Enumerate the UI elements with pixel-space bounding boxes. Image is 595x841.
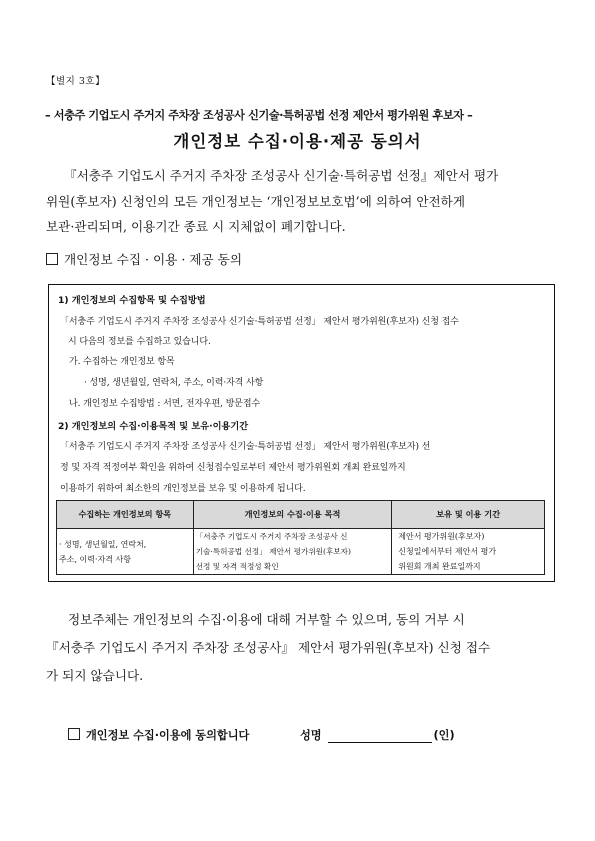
consent-heading [46, 249, 242, 268]
refusal-line: 『서충주 기업도시 주거지 주차장 조성공사』 제안서 평가위원(후보자) 신청 접수 [46, 640, 491, 655]
intro-line: 보관·관리되며, 이용기간 종료 시 지체없이 폐기합니다. [46, 219, 346, 234]
section1-line: 시 다음의 정보를 수집하고 있습니다. [68, 337, 211, 347]
cell-line: 신청일에서부터 제안서 평가 [398, 547, 497, 556]
signature-row [300, 727, 455, 743]
refusal-line: 가 되지 않습니다. [46, 668, 144, 683]
refusal-notice [46, 606, 556, 690]
intro-line: 위원(후보자) 신청인의 모든 개인정보는 ‘개인정보보호법’에 의하여 안전하게 [46, 193, 465, 209]
checkbox-icon[interactable] [46, 253, 58, 265]
cell-line: 선정 및 자격 적정성 확인 [195, 562, 279, 571]
cell-line: 위원회 개최 완료일까지 [398, 562, 481, 571]
section1-line: 가. 수집하는 개인정보 항목 [69, 357, 175, 367]
section2-line: 정 및 자격 적정여부 확인을 위하여 신청접수일로부터 제안서 평가위원회 개최 완료일까지 [60, 463, 406, 473]
document-title: 개인정보 수집·이용·제공 동의서 [173, 132, 422, 151]
intro-line: 『서충주 기업도시 주거지 주차장 조성공사 신기술·특허공법 선정』제안서 평가 [64, 168, 499, 183]
intro-paragraph [46, 163, 556, 240]
name-label: 성명 [300, 729, 322, 742]
name-input-line[interactable] [328, 730, 432, 743]
table-cell [193, 529, 392, 575]
section1-line: · 성명, 생년월일, 연락처, 주소, 이력·자격 사항 [84, 378, 264, 388]
agree-row [68, 727, 249, 743]
cell-line: 「서충주 기업도시 주거지 주차장 조성공사 신 [195, 532, 348, 541]
table-header-cell: 보유 및 이용 기간 [392, 501, 545, 529]
section2-line: 이용하기 위하여 최소한의 개인정보를 보유 및 이용하게 됩니다. [60, 484, 306, 494]
table-cell [57, 529, 194, 575]
section1-title: 1) 개인정보의 수집항목 및 수집방법 [58, 295, 206, 306]
table-cell [392, 529, 545, 575]
agree-checkbox[interactable] [68, 728, 80, 740]
section1-line: 나. 개인정보 수집방법 : 서면, 전자우편, 방문접수 [69, 399, 261, 409]
consent-table [56, 500, 545, 575]
cell-line: 제안서 평가위원(후보자) [398, 532, 485, 541]
document-subtitle: – 서충주 기업도시 주거지 주차장 조성공사 신기술·특허공법 선정 제안서 평가위원 후보자 – [45, 109, 473, 122]
table-header-cell: 개인정보의 수집·이용 목적 [193, 501, 392, 529]
section1-line: 「서충주 기업도시 주거지 주차장 조성공사 신기술·특허공법 선정」 제안서 평가위원(후보자) 신청 접수 [60, 317, 459, 327]
table-header-row [57, 501, 545, 529]
table-row [57, 529, 545, 575]
cell-line: 주소, 이력·자격 사항 [59, 554, 131, 564]
section2-title: 2) 개인정보의 수집·이용목적 및 보유·이용기간 [58, 421, 249, 432]
cell-line: 기술·특허공법 선정」 제안서 평가위원(후보자) [195, 547, 351, 556]
agree-label: 개인정보 수집·이용에 동의합니다 [86, 729, 250, 742]
table-header-cell: 수집하는 개인정보의 항목 [57, 501, 194, 529]
seal-label: (인) [433, 729, 455, 742]
refusal-line: 정보주체는 개인정보의 수집·이용에 대해 거부할 수 있으며, 동의 거부 시 [68, 612, 465, 627]
consent-heading-label: 개인정보 수집 · 이용 · 제공 동의 [64, 252, 243, 267]
cell-line: · 성명, 생년월일, 연락처, [59, 539, 147, 549]
section2-line: 「서충주 기업도시 주거지 주차장 조성공사 신기술·특허공법 선정」 제안서 평가위원(후보자) 선 [60, 442, 431, 452]
annex-label: 【별지 3호】 [46, 76, 106, 87]
